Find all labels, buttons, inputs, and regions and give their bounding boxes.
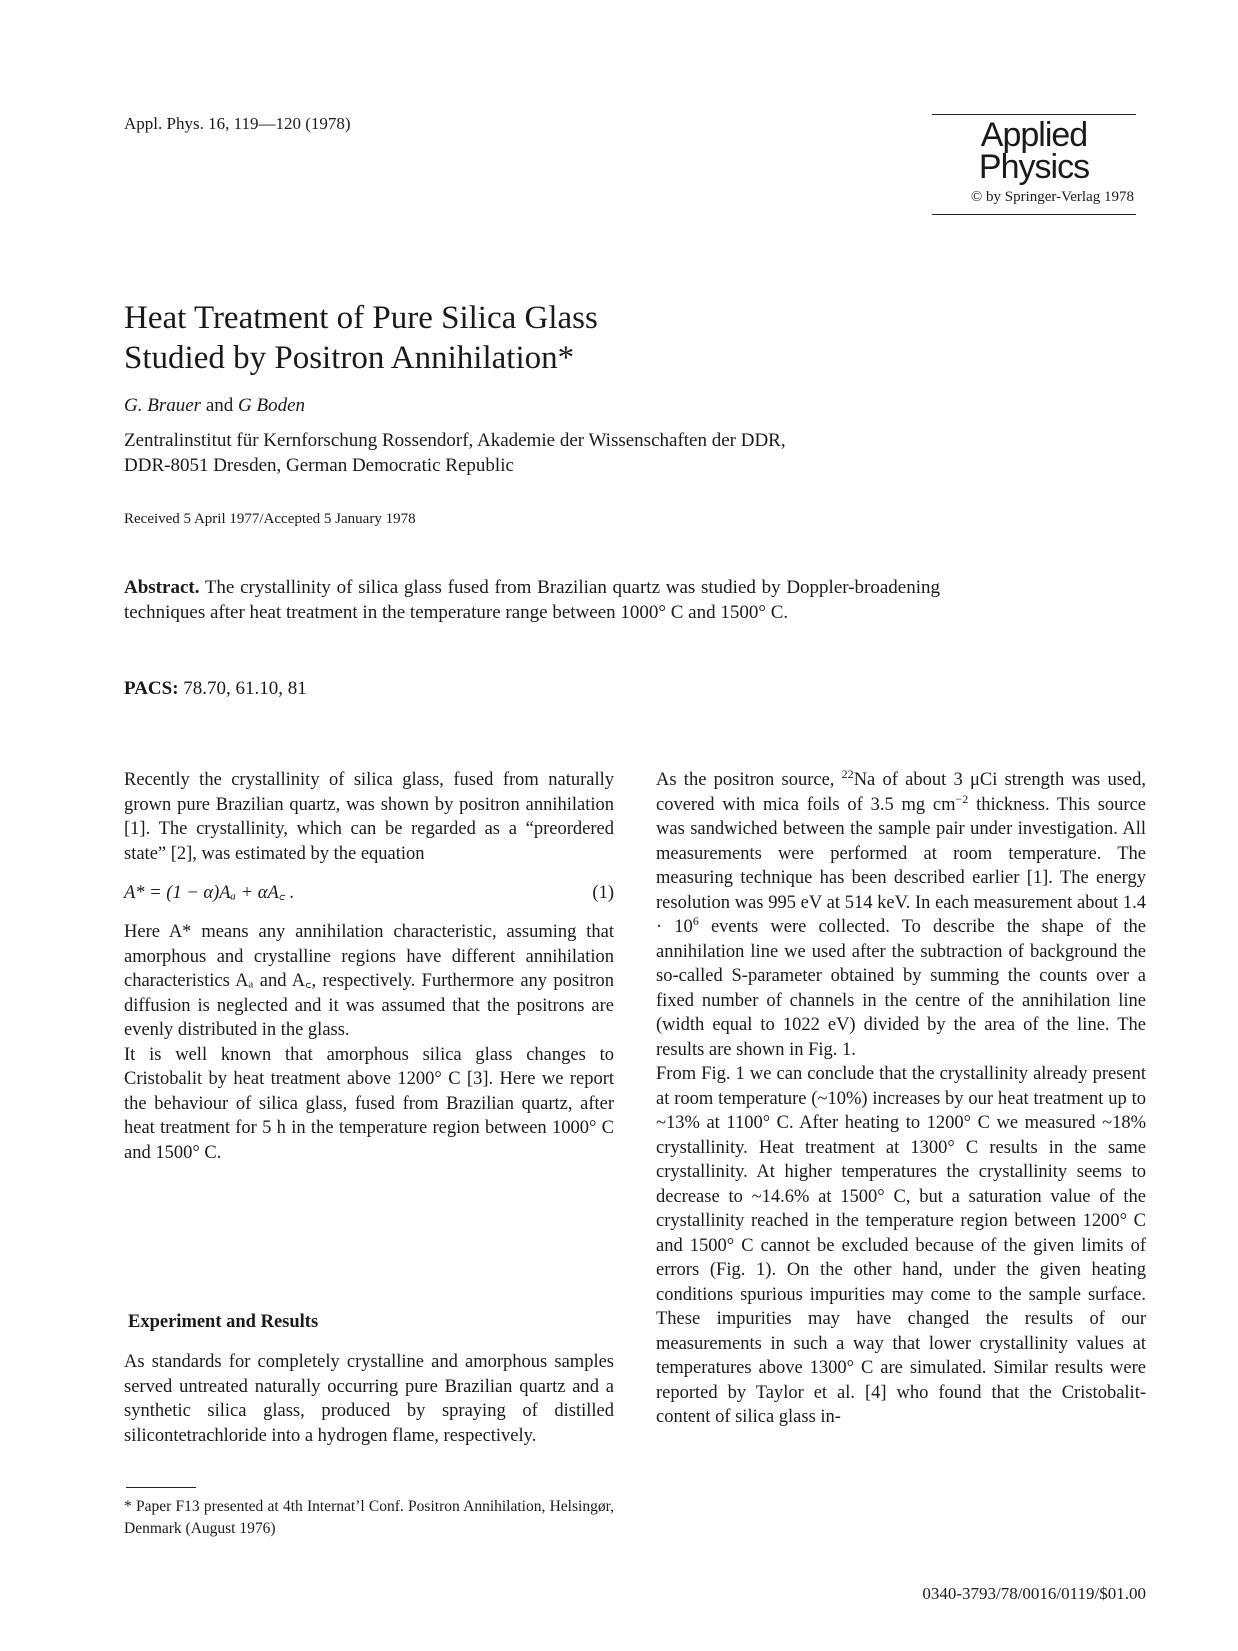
pacs-label: PACS: <box>124 678 179 699</box>
text-run: thickness. This source was sandwiched between the sample pair under investigation. All measurements were performed at room temperature. The measuring technique has been described earlier [1]. The energy resolution was 995 eV at 514 keV. In each measurement about 1.4 · 10 <box>656 794 1146 937</box>
issn-code: 0340-3793/78/0016/0119/$01.00 <box>922 1584 1146 1603</box>
journal-citation: Appl. Phys. 16, 119—120 (1978) <box>124 114 351 133</box>
footnote: * Paper F13 presented at 4th Internat’l Conf. Positron Annihilation, Helsingør, Denmark (August 1976) <box>124 1498 614 1537</box>
paragraph-results: From Fig. 1 we can conclude that the crystallinity already present at room temperature (~10%) increases by our heat treatment up to ~13% at 1100° C. After heating to 1200° C we measured ~18% crystallinity. Heat treatment at 1300° C results in the same crystallinity. At higher temperatures the crystallinity seems to decrease to ~14.6% at 1500° C, but a saturation value of the crystallinity reached in the temperature region between 1200° C and 1500° C cannot be excluded because of the given limits of errors (Fig. 1). On the other hand, under the given heating conditions spurious impurities may come to the sample surface. These impurities may have changed the results of our measurements in such a way that lower crystallinity values at temperatures above 1300° C are simulated. Similar results were reported by Taylor et al. [4] who found that the Cristobalit-content of silica glass in- <box>656 1064 1146 1427</box>
equation-number: (1) <box>592 883 614 903</box>
paragraph-intro: Recently the crystallinity of silica glass, fused from naturally grown pure Brazilian quartz, was shown by positron annihilation [1]. The crystallinity, which can be regarded as a “preordered state” [2], was estimated by the equation <box>124 770 614 864</box>
author-2: G Boden <box>238 395 306 416</box>
paragraph-standards: As standards for completely crystalline and amorphous samples served untreated naturally occurring pure Brazilian quartz and a synthetic silica glass, produced by spraying of distilled silicontetrachloride into a hydrogen flame, respectively. <box>124 1352 614 1446</box>
section-heading: Experiment and Results <box>128 1312 319 1332</box>
journal-logo <box>932 114 1136 215</box>
journal-name-line1: Applied <box>980 116 1088 154</box>
paragraph-background: It is well known that amorphous silica glass changes to Cristobalit by heat treatment above 1200° C [3]. Here we report the behaviour of silica glass, fused from Brazilian quartz, after heat treatment for 5 h in the temperature region between 1000° C and 1500° C. <box>124 1044 614 1163</box>
affiliation <box>124 428 944 478</box>
pacs-codes <box>124 678 307 700</box>
text-run: As the positron source, <box>656 770 842 790</box>
abstract-label: Abstract. <box>124 577 200 598</box>
received-date: Received 5 April 1977/Accepted 5 January 1978 <box>124 511 416 527</box>
paper-title <box>124 298 924 378</box>
equation-1 <box>124 881 614 905</box>
paragraph-source <box>656 768 1146 1062</box>
abstract <box>124 575 940 625</box>
journal-name-line2: Physics <box>978 148 1090 186</box>
equation-formula: A* = (1 − α)Aₐ + αA꜀ . <box>124 883 295 903</box>
title-line2: Studied by Positron Annihilation* <box>124 340 575 376</box>
paragraph-definition: Here A* means any annihilation characteristic, assuming that amorphous and crystalline regions have different annihilation characteristics Aₐ and A꜀, respectively. Furthermore any positron diffusion is neglected and it was assumed that the positrons are evenly distributed in the glass. <box>124 922 614 1040</box>
pacs-values: 78.70, 61.10, 81 <box>178 678 307 699</box>
superscript: 6 <box>692 913 699 928</box>
author-1: G. Brauer <box>124 395 202 416</box>
text-run: events were collected. To describe the shape of the annihilation line we used after the subtraction of background the so-called S-parameter obtained by summing the counts over a fixed number of channels in the centre of the annihilation line (width equal to 1022 eV) divided by the area of the line. The results are shown in Fig. 1. <box>656 917 1146 1060</box>
text-run: Na of about 3 μCi strength was used, covered with mica foils of 3.5 mg cm <box>656 770 1146 815</box>
abstract-text: The crystallinity of silica glass fused from Brazilian quartz was studied by Doppler-broadening techniques after heat treatment in the temperature range between 1000° C and 1500° C. <box>124 577 940 623</box>
copyright-notice: © by Springer-Verlag 1978 <box>970 189 1134 205</box>
superscript: 22 <box>841 766 854 781</box>
author-separator: and <box>201 395 238 416</box>
left-column-experiment <box>124 1350 614 1448</box>
footnote-divider <box>126 1487 196 1488</box>
superscript: −2 <box>955 791 969 806</box>
affiliation-line2: DDR-8051 Dresden, German Democratic Republic <box>124 455 514 476</box>
title-line1: Heat Treatment of Pure Silica Glass <box>124 300 598 336</box>
authors <box>124 395 305 417</box>
right-column <box>656 768 1146 1430</box>
left-column-intro <box>124 768 614 1165</box>
affiliation-line1: Zentralinstitut für Kernforschung Rossendorf, Akademie der Wissenschaften der DDR, <box>124 430 786 451</box>
